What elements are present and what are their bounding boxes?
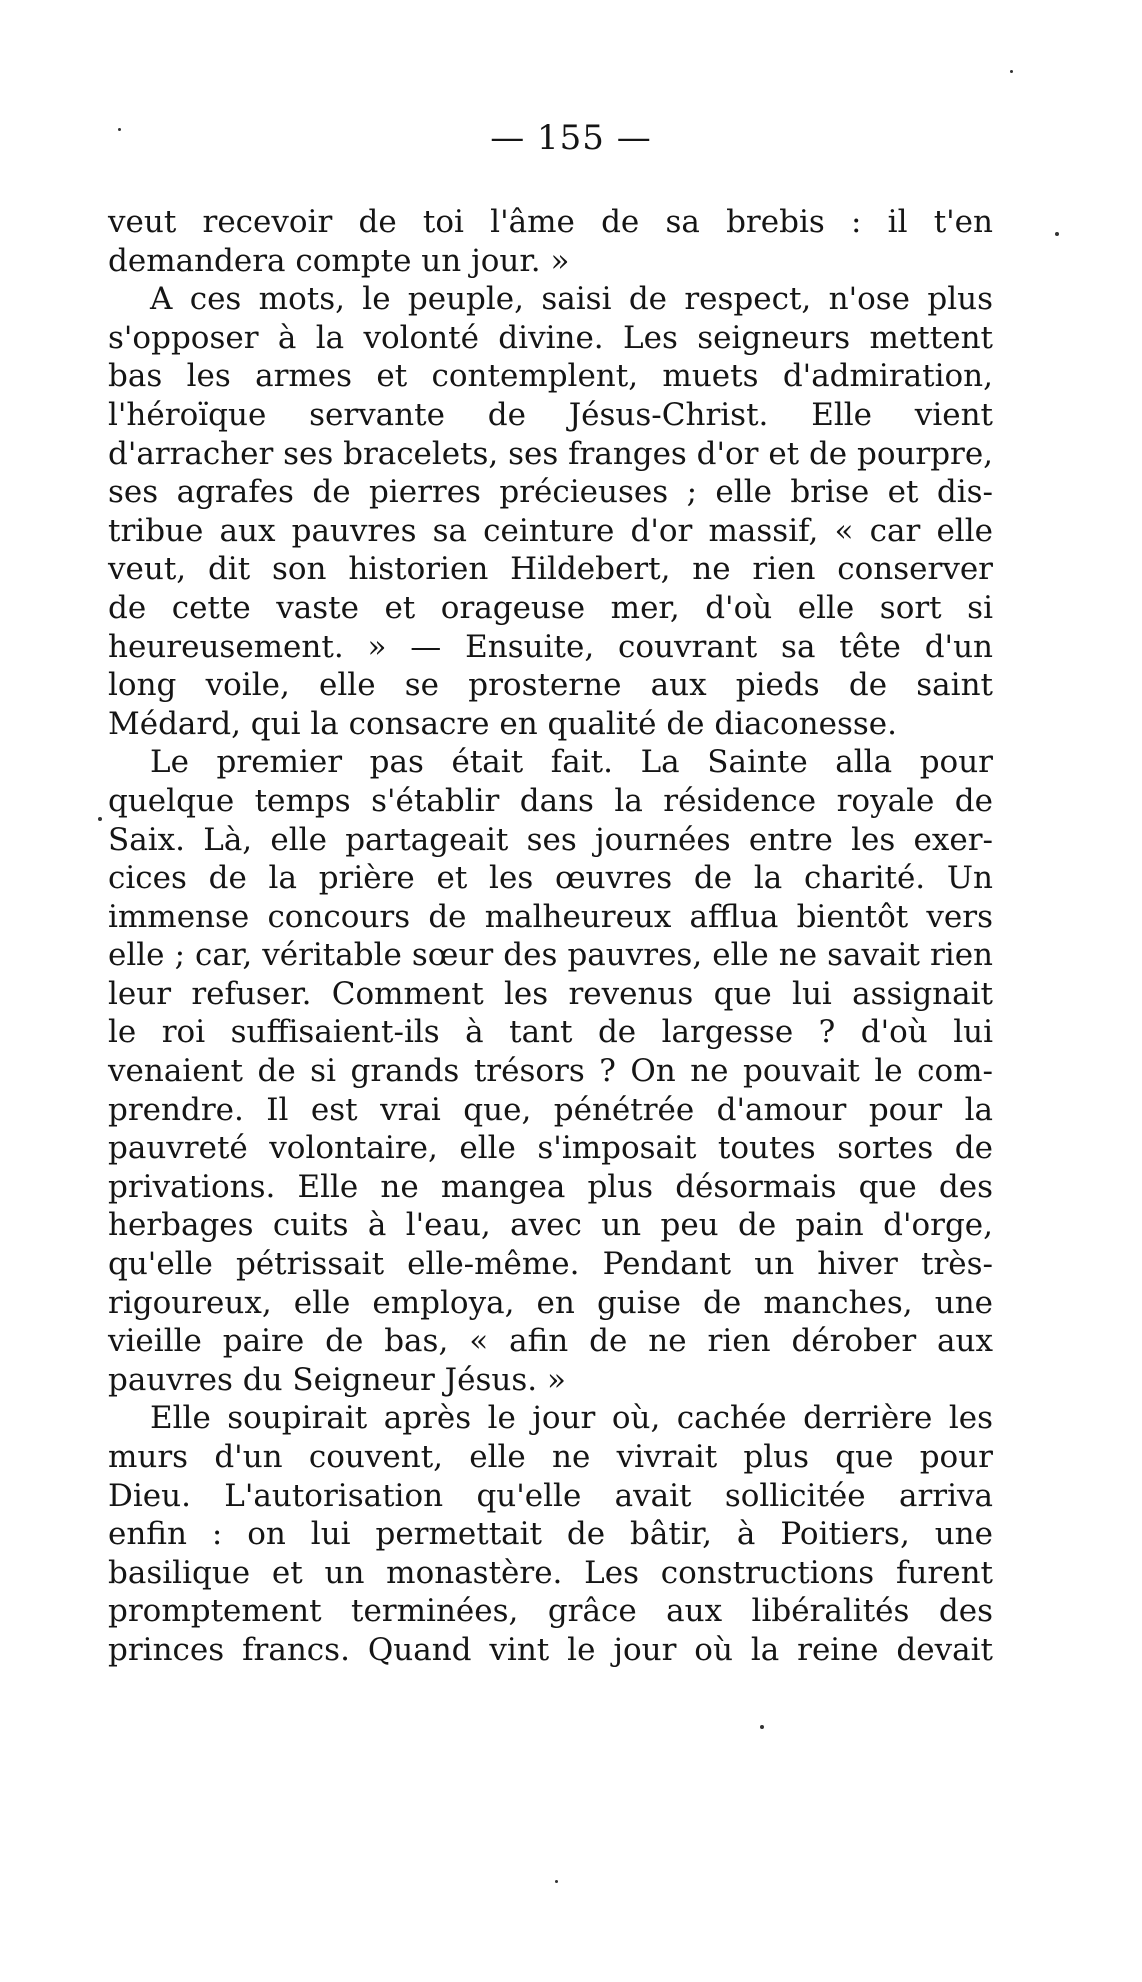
- scan-speck: [118, 128, 121, 131]
- text-line: Médard, qui la consacre en qualité de diaconesse.: [108, 705, 897, 742]
- text-line: promptement terminées, grâce aux libéralités des: [108, 1593, 993, 1630]
- text-line: leur refuser. Comment les revenus que lui assignait: [108, 975, 993, 1012]
- text-line: elle ; car, véritable sœur des pauvres, elle ne savait rien: [108, 937, 993, 974]
- text-line: qu'elle pétrissait elle-même. Pendant un hiver très-: [108, 1246, 993, 1283]
- text-line: Le premier pas était fait. La Sainte alla pour: [150, 744, 993, 781]
- text-line: heureusement. » — Ensuite, couvrant sa tête d'un: [108, 628, 993, 665]
- scan-speck: [760, 1725, 764, 1729]
- scan-speck: [98, 817, 102, 821]
- text-line: murs d'un couvent, elle ne vivrait plus que pour: [108, 1439, 993, 1475]
- text-line: venaient de si grands trésors ? On ne pouvait le com-: [108, 1053, 993, 1090]
- text-line: Dieu. L'autorisation qu'elle avait sollicitée arriva: [108, 1477, 993, 1514]
- text-line: vieille paire de bas, « afin de ne rien dérober aux: [108, 1323, 993, 1360]
- text-line: veut, dit son historien Hildebert, ne rien conserver: [108, 551, 993, 588]
- text-line: ses agrafes de pierres précieuses ; elle brise et dis-: [108, 474, 993, 511]
- text-line: Elle soupirait après le jour où, cachée derrière les: [150, 1400, 993, 1437]
- text-line: cices de la prière et les œuvres de la charité. Un: [108, 860, 993, 897]
- text-line: privations. Elle ne mangea plus désormais que des: [108, 1168, 993, 1205]
- text-line: A ces mots, le peuple, saisi de respect, n'ose plus: [150, 281, 993, 318]
- text-line: rigoureux, elle employa, en guise de manches, une: [108, 1284, 993, 1321]
- scan-speck: [1055, 232, 1059, 236]
- text-line: Saix. Là, elle partageait ses journées entre les exer-: [108, 821, 993, 858]
- text-line: long voile, elle se prosterne aux pieds de saint: [108, 667, 993, 704]
- text-line: l'héroïque servante de Jésus-Christ. Elle vient: [108, 396, 993, 433]
- text-line: demandera compte un jour. »: [108, 242, 570, 279]
- text-line: princes francs. Quand vint le jour où la reine devait: [108, 1631, 993, 1668]
- text-line: enfin : on lui permettait de bâtir, à Poitiers, une: [108, 1516, 993, 1553]
- text-line: de cette vaste et orageuse mer, d'où elle sort si: [108, 589, 993, 626]
- text-line: prendre. Il est vrai que, pénétrée d'amour pour la: [108, 1091, 993, 1128]
- text-line: herbages cuits à l'eau, avec un peu de pain d'orge,: [108, 1207, 993, 1244]
- text-line: d'arracher ses bracelets, ses franges d'or et de pourpre,: [108, 435, 993, 472]
- text-line: pauvreté volontaire, elle s'imposait toutes sortes de: [108, 1130, 993, 1167]
- text-line: immense concours de malheureux afflua bientôt vers: [108, 898, 993, 935]
- scan-speck: [555, 1880, 558, 1883]
- text-line: quelque temps s'établir dans la résidence royale de: [108, 782, 993, 819]
- page-number: — 155 —: [490, 118, 652, 158]
- text-line: le roi suffisaient-ils à tant de largesse ? d'où lui: [108, 1014, 993, 1051]
- text-line: s'opposer à la volonté divine. Les seigneurs mettent: [108, 319, 993, 356]
- text-line: tribue aux pauvres sa ceinture d'or massif, « car elle: [108, 512, 993, 549]
- body-text: [108, 203, 993, 1670]
- text-line: pauvres du Seigneur Jésus. »: [108, 1361, 566, 1398]
- text-line: bas les armes et contemplent, muets d'admiration,: [108, 358, 993, 395]
- text-line: basilique et un monastère. Les constructions furent: [108, 1554, 993, 1591]
- scan-speck: [1010, 70, 1013, 73]
- text-line: veut recevoir de toi l'âme de sa brebis : il t'en: [108, 204, 993, 240]
